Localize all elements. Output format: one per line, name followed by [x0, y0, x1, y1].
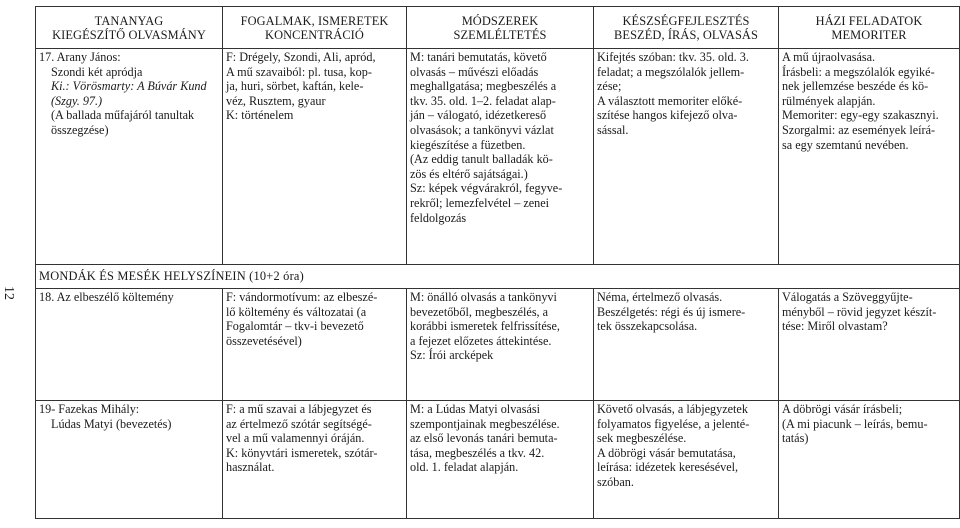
- section-title: MONDÁK ÉS MESÉK HELYSZÍNEIN (10+2 óra): [36, 265, 960, 289]
- cell-keszsegfejlesztes: Néma, értelmező olvasás. Beszélgetés: régi és új ismere- tek összekapcsolása.: [594, 289, 779, 401]
- cell-modszerek: M: önálló olvasás a tankönyvi bevezetőből, megbeszélés, a korábbi ismeretek felfrissítése, a fejezet előzetes áttekintése. Sz: Írói arcképek: [407, 289, 594, 401]
- cell-fogalmak: F: vándormotívum: az elbeszé- lő költemény és változatai (a Fogalomtár – tkv-i bevezető összevetésével): [223, 289, 407, 401]
- cell-tananyag: 19- Fazekas Mihály: Lúdas Matyi (bevezetés): [36, 401, 223, 519]
- cell-hazi-feladatok: A döbrögi vásár írásbeli; (A mi piacunk – leírás, bemu- tatás): [779, 401, 960, 519]
- header-modszerek: MÓDSZEREK SZEMLÉLTETÉS: [407, 7, 594, 49]
- cell-fogalmak: F: Drégely, Szondi, Ali, apród, A mű szavaiból: pl. tusa, kop- ja, huri, sörbet, kaftán, kele- véz, Rusztem, gyaur K: történelem: [223, 49, 407, 265]
- table-row: [36, 289, 960, 401]
- header-tananyag: TANANYAG KIEGÉSZÍTŐ OLVASMÁNY: [36, 7, 223, 49]
- header-fogalmak: FOGALMAK, ISMERETEK KONCENTRÁCIÓ: [223, 7, 407, 49]
- section-row: [36, 265, 960, 289]
- cell-modszerek: M: a Lúdas Matyi olvasási szempontjainak megbeszélése. az első levonás tanári bemuta- tása, megbeszélés a tkv. 42. old. 1. feladat alapján.: [407, 401, 594, 519]
- lesson-plan-table: [35, 6, 960, 519]
- header-keszsegfejlesztes: KÉSZSÉGFEJLESZTÉS BESZÉD, ÍRÁS, OLVASÁS: [594, 7, 779, 49]
- cell-modszerek: M: tanári bemutatás, követő olvasás – művészi előadás meghallgatása; megbeszélés a tkv. 35. old. 1–2. feladat alap- ján – válogató, idézetkereső olvasások; a tankönyvi vázlat kiegészítése a füzetben. (Az eddig tanult balladák kö- zös és eltérő sajátságai.) Sz: képek végvárakról, fegyve- rekről; lemezfelvétel – zenei feldolgozás: [407, 49, 594, 265]
- cell-tananyag: 18. Az elbeszélő költemény: [36, 289, 223, 401]
- cell-keszsegfejlesztes: Kifejtés szóban: tkv. 35. old. 3. feladat; a megszólalók jellem- zése; A választott memoriter előké- szítése hangos kifejező olva- sással.: [594, 49, 779, 265]
- header-row: [36, 7, 960, 49]
- cell-fogalmak: F: a mű szavai a lábjegyzet és az értelmező szótár segítségé- vel a mű valamennyi óráján. K: könyvtári ismeretek, szótár- használat.: [223, 401, 407, 519]
- page-number: 12: [1, 286, 16, 300]
- table-row: [36, 401, 960, 519]
- cell-tananyag: 17. Arany János: Szondi két apródja Ki.: Vörösmarty: A Búvár Kund (Szgy. 97.) (A ballada műfajáról tanultak összegzése): [36, 49, 223, 265]
- cell-hazi-feladatok: Válogatás a Szöveggyűjte- ményből – rövid jegyzet készít- tése: Miről olvastam?: [779, 289, 960, 401]
- cell-keszsegfejlesztes: Követő olvasás, a lábjegyzetek folyamatos figyelése, a jelenté- sek megbeszélése. A döbrögi vásár bemutatása, leírása: idézetek keresésével, szóban.: [594, 401, 779, 519]
- header-hazi-feladatok: HÁZI FELADATOK MEMORITER: [779, 7, 960, 49]
- cell-hazi-feladatok: A mű újraolvasása. Írásbeli: a megszólalók egyiké- nek jellemzése beszéde és kö- rülmények alapján. Memoriter: egy-egy szakasznyi. Szorgalmi: az események leírá- sa egy szemtanú nevében.: [779, 49, 960, 265]
- table-row: [36, 49, 960, 265]
